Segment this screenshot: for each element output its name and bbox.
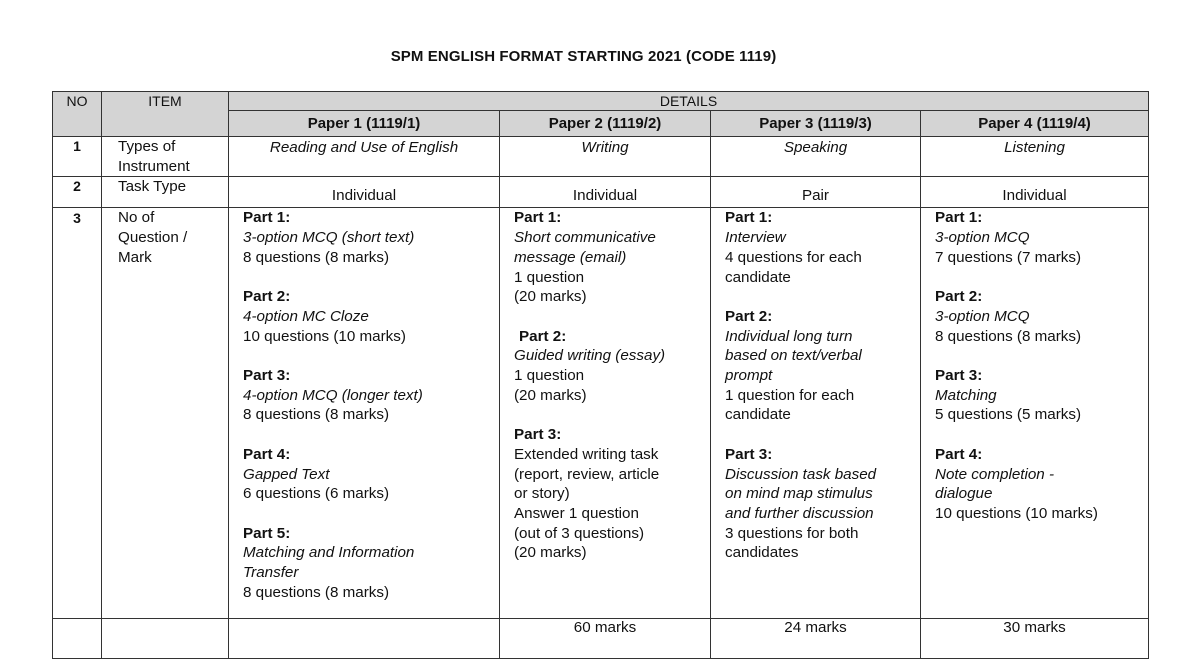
part-label: Part 3:	[725, 445, 773, 463]
part-label: Part 2:	[725, 307, 773, 325]
row-item-line: Instrument	[118, 157, 190, 175]
part-description: based on text/verbal	[725, 347, 862, 365]
part-detail: 7 questions (7 marks)	[935, 248, 1082, 266]
paper-3-instrument: Speaking	[711, 137, 921, 177]
document-title: SPM ENGLISH FORMAT STARTING 2021 (CODE 1119)	[390, 48, 777, 65]
paper-1-instrument: Reading and Use of English	[229, 137, 500, 177]
part-detail: (out of 3 questions)	[514, 524, 645, 542]
part-label: Part 3:	[514, 426, 562, 444]
part-description: 3-option MCQ	[935, 307, 1030, 325]
paper-1-parts	[229, 208, 500, 619]
row-item-line: No of	[118, 209, 155, 227]
row-item	[102, 619, 229, 659]
part-detail: 8 questions (8 marks)	[243, 406, 390, 424]
part-detail: 3 questions for both	[725, 524, 859, 542]
part-detail: (report, review, article	[514, 465, 660, 483]
table-row-total	[53, 619, 1149, 659]
part-description: Matching	[935, 386, 997, 404]
paper-1-header: Paper 1 (1119/1)	[229, 111, 500, 137]
part-detail: 8 questions (8 marks)	[243, 248, 390, 266]
row-number	[53, 619, 102, 659]
question-part	[514, 425, 704, 563]
part-description: Guided writing (essay)	[514, 347, 666, 365]
part-label: Part 1:	[243, 209, 291, 227]
part-detail: 1 question	[514, 367, 585, 385]
part-description: on mind map stimulus	[725, 485, 873, 503]
part-detail: Answer 1 question	[514, 504, 639, 522]
header-row	[53, 92, 1149, 111]
part-detail: 10 questions (10 marks)	[935, 504, 1098, 522]
paper-4-total: 30 marks	[921, 619, 1149, 659]
part-detail: 8 questions (8 marks)	[243, 583, 390, 601]
table-row-instrument	[53, 137, 1149, 177]
question-part	[243, 366, 493, 425]
part-detail: (20 marks)	[514, 544, 587, 562]
paper-4-task-type: Individual	[921, 177, 1149, 208]
question-part	[243, 445, 493, 504]
row-item: Task Type	[102, 177, 229, 208]
paper-2-instrument: Writing	[500, 137, 711, 177]
part-label: Part 1:	[935, 209, 983, 227]
part-description: Transfer	[243, 564, 299, 581]
part-detail: or story)	[514, 485, 570, 503]
part-label: Part 2:	[935, 288, 983, 306]
part-label: Part 4:	[243, 445, 291, 463]
part-description: 4-option MC Cloze	[243, 307, 369, 325]
part-description: Gapped Text	[243, 465, 330, 483]
question-part	[243, 208, 493, 267]
part-description: Matching and Information	[243, 544, 415, 562]
paper-4-instrument: Listening	[921, 137, 1149, 177]
header-details: DETAILS	[229, 92, 1149, 111]
part-detail: candidate	[725, 406, 791, 424]
paper-2-task-type: Individual	[500, 177, 711, 208]
part-detail: candidates	[725, 544, 799, 562]
paper-3-parts	[711, 208, 921, 619]
part-detail: 6 questions (6 marks)	[243, 485, 390, 503]
part-detail: Extended writing task	[514, 445, 659, 463]
paper-3-header: Paper 3 (1119/3)	[711, 111, 921, 137]
part-detail: (20 marks)	[514, 386, 587, 404]
part-label: Part 2:	[519, 327, 567, 345]
part-detail: 4 questions for each	[725, 248, 862, 266]
question-part	[935, 445, 1142, 524]
part-description: and further discussion	[725, 504, 874, 522]
part-detail: 1 question	[514, 268, 585, 286]
question-part	[725, 445, 914, 563]
row-item	[102, 208, 229, 619]
paper-4-parts	[921, 208, 1149, 619]
part-detail: (20 marks)	[514, 288, 587, 306]
part-detail: 10 questions (10 marks)	[243, 327, 406, 345]
paper-1-task-type: Individual	[229, 177, 500, 208]
table-row-questions	[53, 208, 1149, 619]
question-part	[935, 366, 1142, 425]
row-item-line: Mark	[118, 248, 152, 266]
part-label: Part 3:	[243, 367, 291, 384]
part-description: message (email)	[514, 248, 627, 266]
part-description: 3-option MCQ (short text)	[243, 229, 415, 247]
row-number: 1	[53, 137, 102, 177]
row-number: 2	[53, 177, 102, 208]
part-description: Discussion task based	[725, 465, 877, 483]
paper-2-total: 60 marks	[500, 619, 711, 659]
part-label: Part 1:	[725, 209, 773, 227]
row-item-line: Types of	[118, 138, 176, 155]
part-description: Short communicative	[514, 229, 656, 247]
part-label: Part 5:	[243, 524, 291, 542]
question-part	[725, 307, 914, 425]
paper-3-total: 24 marks	[711, 619, 921, 659]
part-label: Part 4:	[935, 445, 983, 463]
paper-3-task-type: Pair	[711, 177, 921, 208]
paper-4-header: Paper 4 (1119/4)	[921, 111, 1149, 137]
part-detail: 1 question for each	[725, 386, 855, 404]
question-part	[935, 287, 1142, 346]
row-item	[102, 137, 229, 177]
part-detail: 5 questions (5 marks)	[935, 406, 1082, 424]
part-description: prompt	[725, 367, 773, 385]
header-no: NO	[53, 92, 102, 137]
question-part	[725, 208, 914, 287]
question-part	[243, 524, 493, 603]
part-description: Interview	[725, 229, 786, 247]
table-row-task-type	[53, 177, 1149, 208]
part-detail: 8 questions (8 marks)	[935, 327, 1082, 345]
header-item: ITEM	[102, 92, 229, 137]
row-item-line: Question /	[118, 229, 188, 247]
format-table	[52, 91, 1149, 659]
question-part	[514, 327, 704, 406]
part-label: Part 1:	[514, 209, 562, 227]
paper-2-parts	[500, 208, 711, 619]
paper-2-header: Paper 2 (1119/2)	[500, 111, 711, 137]
part-label: Part 2:	[243, 288, 291, 306]
part-description: 4-option MCQ (longer text)	[243, 386, 423, 404]
part-description: 3-option MCQ	[935, 229, 1030, 247]
part-detail: candidate	[725, 268, 791, 286]
question-part	[935, 208, 1142, 267]
question-part	[514, 208, 704, 307]
part-description: Note completion -	[935, 465, 1055, 483]
part-description: Individual long turn	[725, 327, 853, 345]
part-label: Part 3:	[935, 367, 983, 384]
row-number: 3	[53, 208, 102, 619]
paper-1-total	[229, 619, 500, 659]
part-description: dialogue	[935, 485, 993, 503]
question-part	[243, 287, 493, 346]
